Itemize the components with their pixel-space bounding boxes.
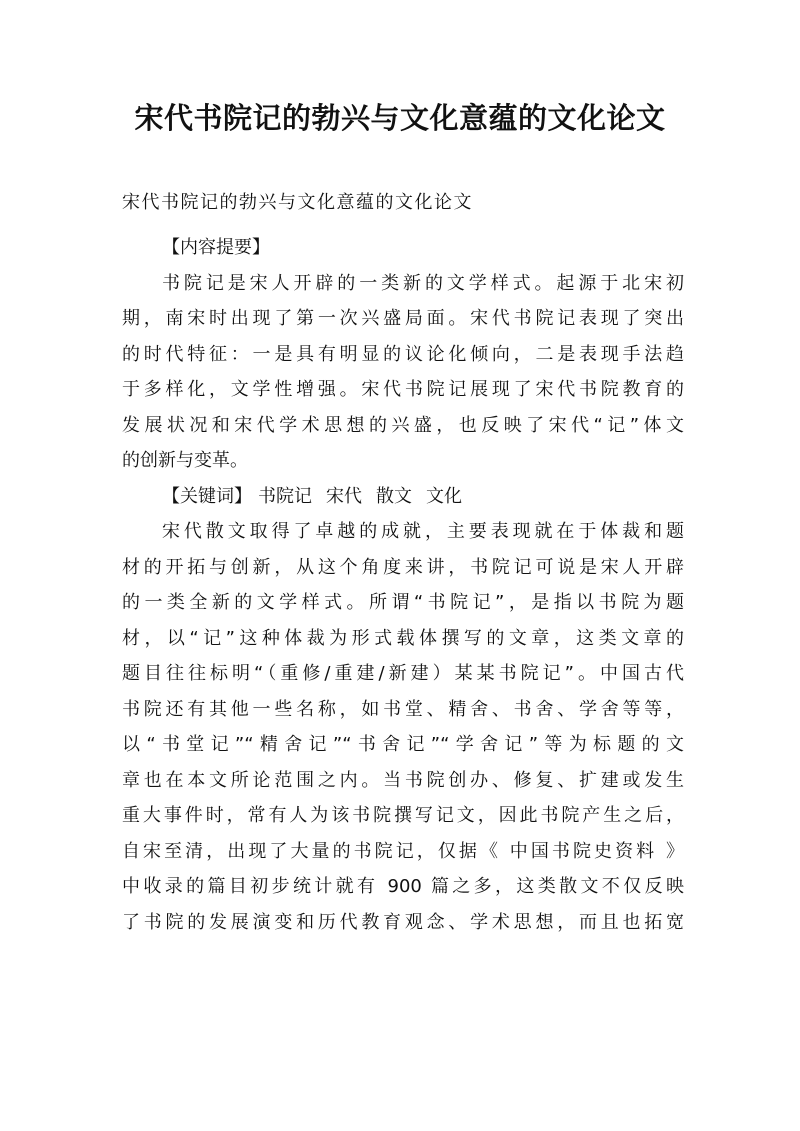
body-line: 了书院的发展演变和历代教育观念、学术思想，而且也拓宽 <box>122 911 684 933</box>
abstract-line: 于多样化，文学性增强。宋代书院记展现了宋代书院教育的 <box>122 379 684 400</box>
body-line: 材，以“记”这种体裁为形式载体撰写的文章，这类文章的 <box>122 627 684 649</box>
body-line: 重大事件时，常有人为该书院撰写记文，因此书院产生之后， <box>122 805 684 826</box>
body-line: 以“书堂记”“精舍记”“书舍记”“学舍记”等为标题的文 <box>122 734 684 755</box>
document-subtitle: 宋代书院记的勃兴与文化意蕴的文化论文 <box>122 192 473 213</box>
keywords-label: 【关键词】 <box>162 485 252 507</box>
abstract-line: 书院记是宋人开辟的一类新的文学样式。起源于北宋初 <box>162 272 684 294</box>
body-line: 的一类全新的文学样式。所谓“书院记”，是指以书院为题 <box>122 592 684 613</box>
document-title: 宋代书院记的勃兴与文化意蕴的文化论文 <box>134 101 666 135</box>
keywords-line <box>122 479 684 515</box>
abstract-line: 期，南宋时出现了第一次兴盛局面。宋代书院记表现了突出 <box>122 308 684 329</box>
body-line: 书院还有其他一些名称，如书堂、精舍、书舍、学舍等等， <box>122 698 684 720</box>
body-line: 自宋至清，出现了大量的书院记，仅据《 中国书院史资料 》 <box>122 840 684 862</box>
body-line: 题目往往标明“（重修/重建/新建）某某书院记”。中国古代 <box>122 663 684 684</box>
body-line: 宋代散文取得了卓越的成就，主要表现就在于体裁和题 <box>162 521 684 542</box>
body-line: 材的开拓与创新，从这个角度来讲，书院记可说是宋人开辟 <box>122 556 684 578</box>
abstract-line: 的时代特征：一是具有明显的议论化倾向，二是表现手法趋 <box>122 343 684 365</box>
body-line: 中收录的篇目初步统计就有 900 篇之多，这类散文不仅反映 <box>122 876 684 897</box>
keyword: 书院记 <box>258 485 312 507</box>
document-body <box>122 230 684 940</box>
body-line: 章也在本文所论范围之内。当书院创办、修复、扩建或发生 <box>122 769 684 791</box>
keyword: 散文 <box>376 485 412 507</box>
abstract-line: 的创新与变革。 <box>122 450 248 471</box>
keyword: 宋代 <box>326 485 362 507</box>
keyword: 文化 <box>426 485 462 507</box>
abstract-label: 【内容提要】 <box>162 237 270 258</box>
abstract-line: 发展状况和宋代学术思想的兴盛，也反映了宋代“记”体文 <box>122 414 684 436</box>
